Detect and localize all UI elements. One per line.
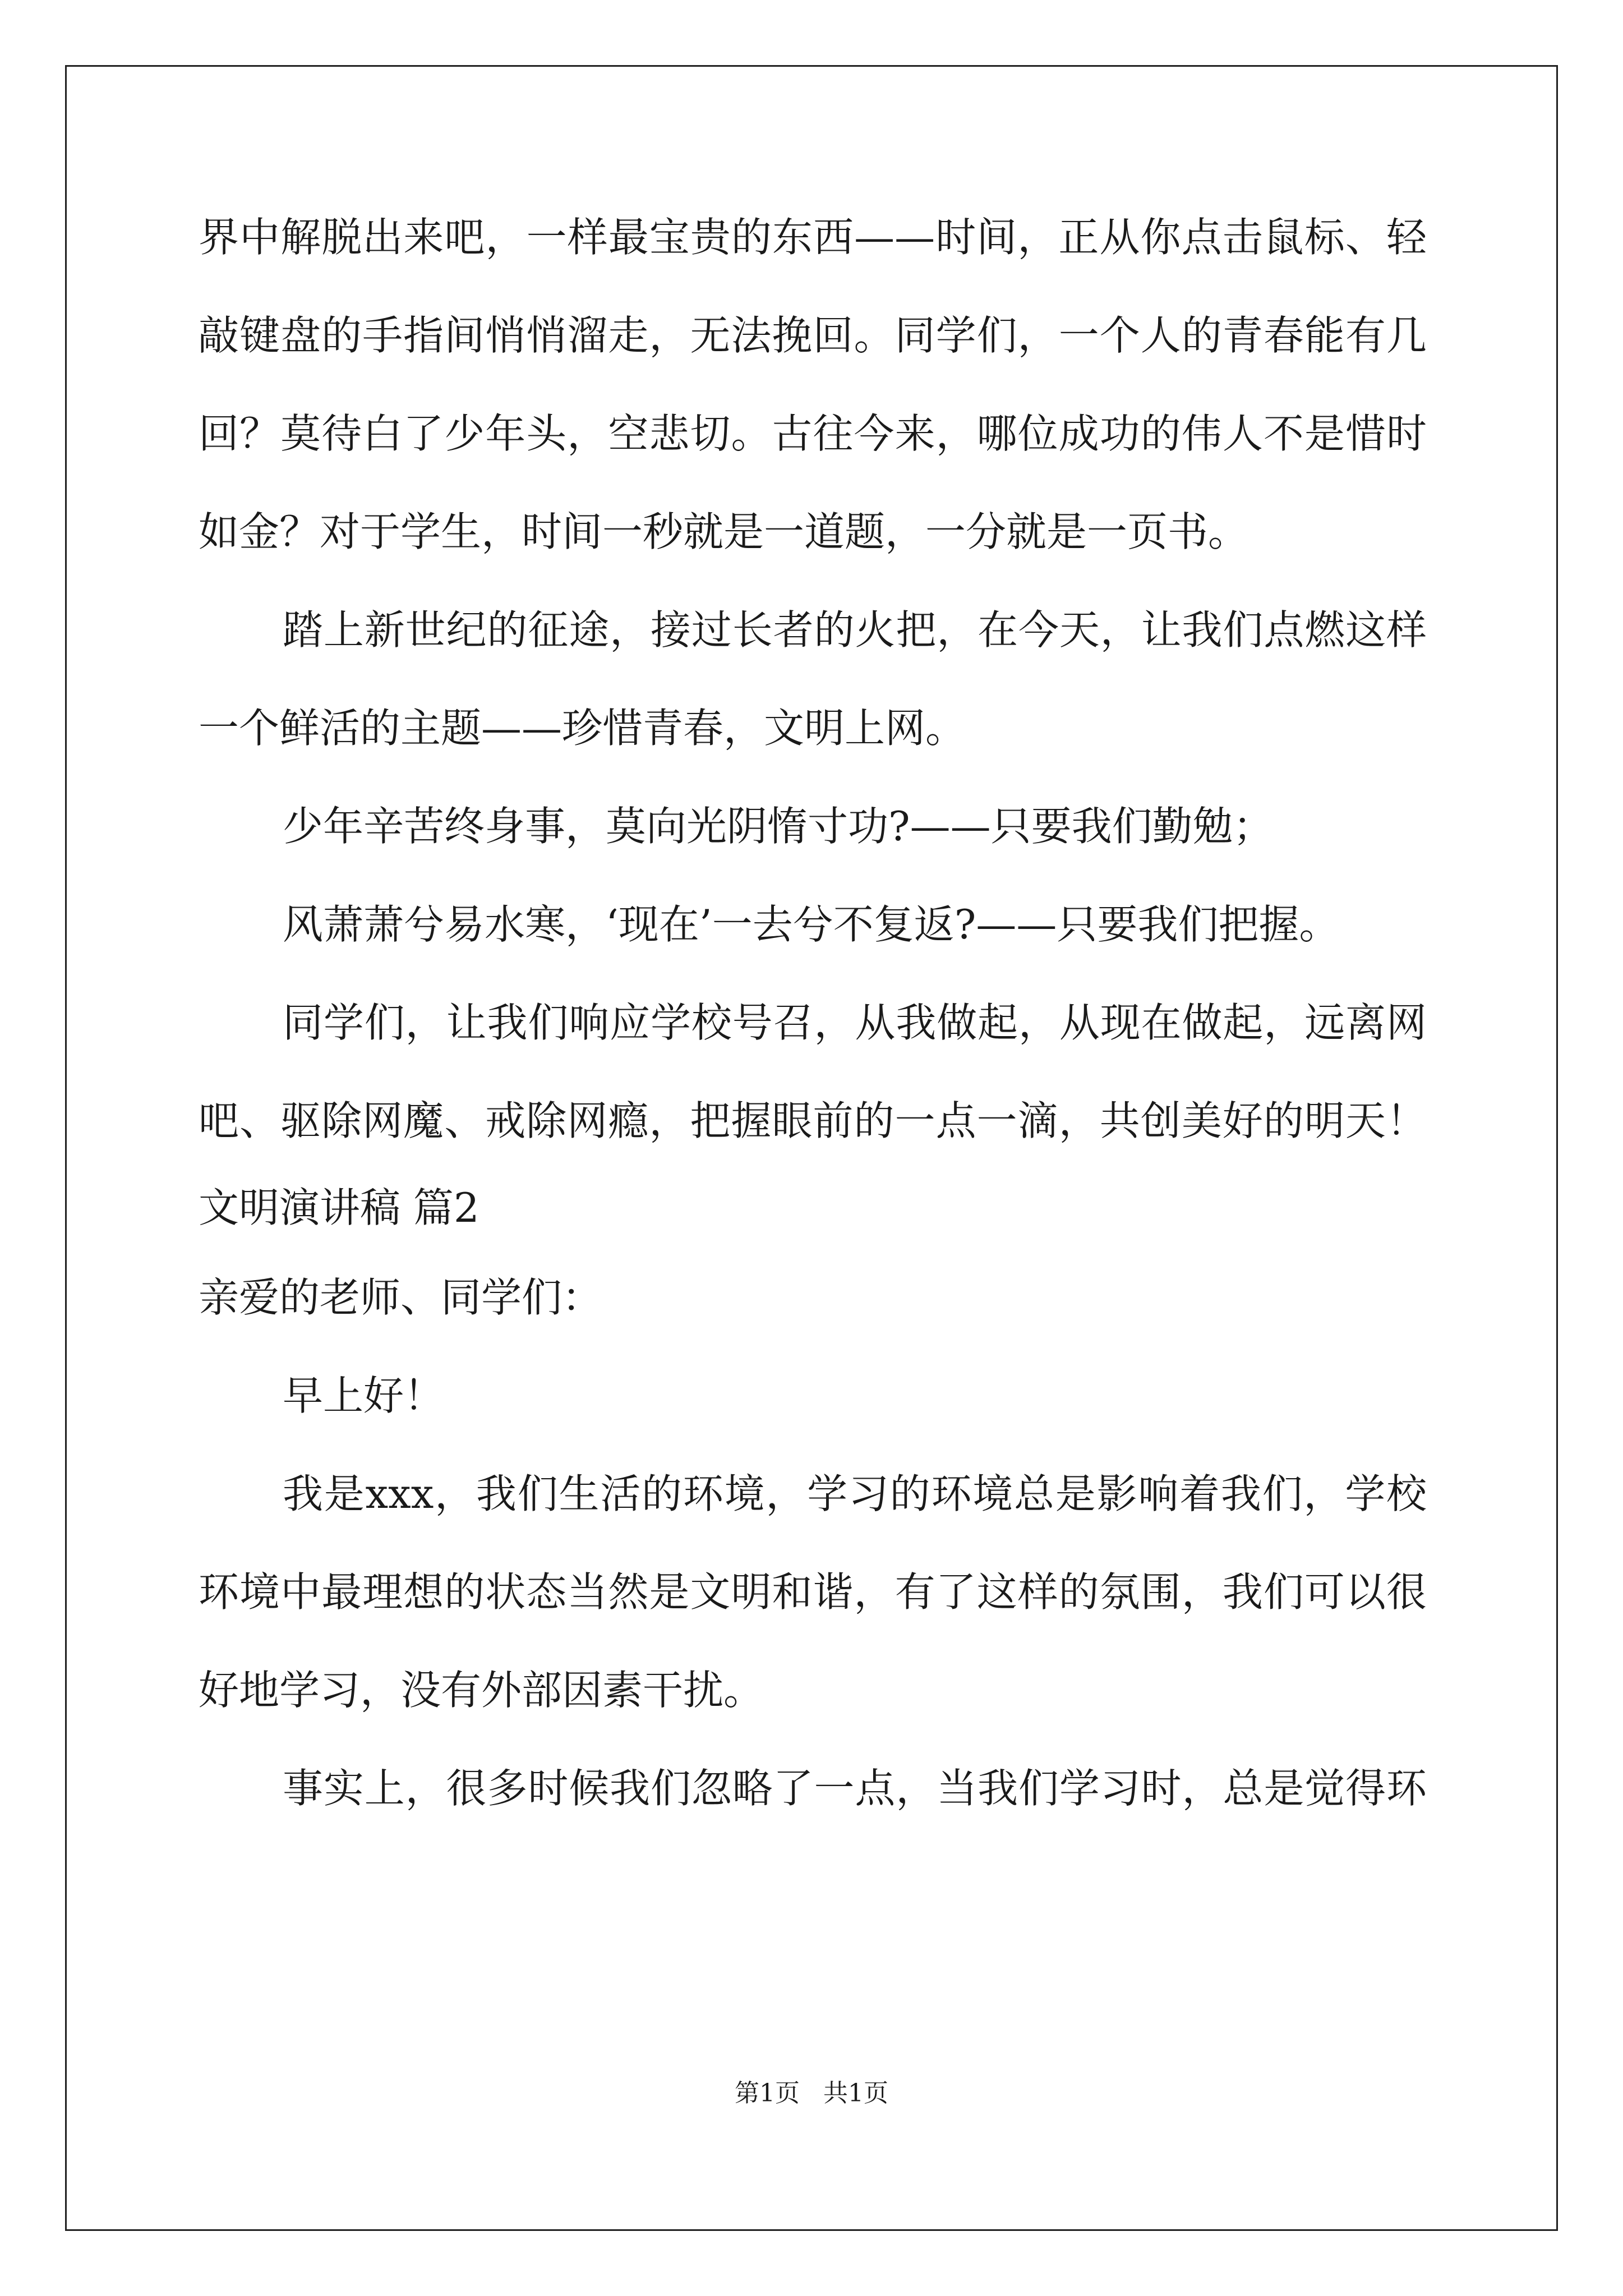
text-line: 环境中最理想的状态当然是文明和谐，有了这样的氛围，我们可以很: [199, 1568, 1427, 1616]
salutation: 亲爱的老师、同学们：: [199, 1274, 603, 1321]
paragraph-line: 风萧萧兮易水寒，‘现在’一去兮不复返?——只要我们把握。: [283, 901, 1340, 948]
page-footer: 第1页 共1页: [735, 2079, 888, 2108]
text-line: 好地学习，没有外部因素干扰。: [199, 1667, 764, 1714]
paragraph-line: 少年辛苦终身事，莫向光阴惰寸功?——只要我们勤勉；: [283, 803, 1274, 850]
paragraph-line: 事实上，很多时候我们忽略了一点，当我们学习时，总是觉得环: [283, 1765, 1427, 1812]
text-line: 敲键盘的手指间悄悄溜走，无法挽回。同学们，一个人的青春能有几: [199, 312, 1427, 359]
greeting: 早上好！: [283, 1372, 445, 1419]
text-line: 回？莫待白了少年头，空悲切。古往今来，哪位成功的伟人不是惜时: [199, 410, 1427, 457]
text-line: 界中解脱出来吧，一样最宝贵的东西——时间，正从你点击鼠标、轻: [199, 214, 1427, 261]
text-line: 吧、驱除网魔、戒除网瘾，把握眼前的一点一滴，共创美好的明天！: [199, 1097, 1427, 1144]
paragraph-line: 踏上新世纪的征途，接过长者的火把，在今天，让我们点燃这样: [283, 606, 1427, 654]
section-heading: 文明演讲稿 篇2: [199, 1184, 479, 1231]
page-border: [65, 65, 1558, 2231]
paragraph-line: 同学们，让我们响应学校号召，从我做起，从现在做起，远离网: [283, 999, 1427, 1046]
text-line: 如金？对于学生，时间一秒就是一道题，一分就是一页书。: [199, 508, 1249, 555]
paragraph-line: 我是xxx，我们生活的环境，学习的环境总是影响着我们，学校: [283, 1470, 1427, 1517]
text-line: 一个鲜活的主题——珍惜青春，文明上网。: [199, 705, 966, 752]
